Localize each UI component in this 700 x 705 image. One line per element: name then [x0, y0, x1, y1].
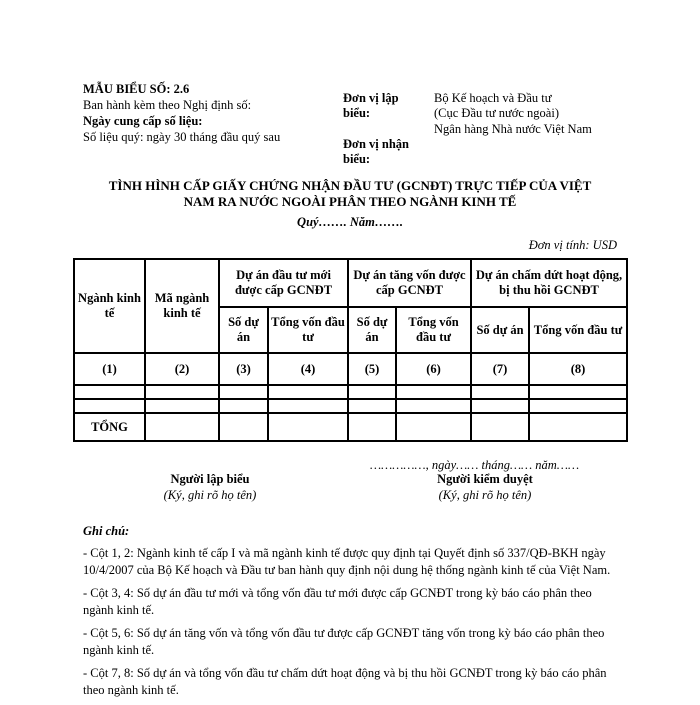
col-number: (4) — [268, 353, 348, 385]
subheader-total: Tổng vốn đầu tư — [268, 307, 348, 353]
col-number: (5) — [348, 353, 396, 385]
provide-date-label: Ngày cung cấp số liệu: — [83, 114, 203, 128]
maker-signature-label: Người lập biểu — [170, 472, 250, 486]
unit-maker-label-2: biểu: — [343, 106, 371, 120]
total-row — [74, 413, 627, 441]
header-terminated: Dự án chấm dứt hoạt động, bị thu hồi GCNĐT — [471, 259, 627, 307]
receiver-line: Ngân hàng Nhà nước Việt Nam — [434, 122, 592, 136]
col-number: (2) — [145, 353, 219, 385]
subheader-count: Số dự án — [219, 307, 268, 353]
maker-line-2: (Cục Đầu tư nước ngoài) — [434, 106, 559, 120]
note-item: - Cột 7, 8: Số dự án và tổng vốn đầu tư chấm dứt hoạt động và bị thu hồi GCNĐT trong kỳ báo cáo phân theo ngành kinh tế. — [83, 666, 607, 697]
table-row — [74, 399, 627, 413]
reviewer-signature-note: (Ký, ghi rõ họ tên) — [438, 488, 532, 502]
unit-receiver-label-1: Đơn vị nhận — [343, 137, 409, 151]
col-number: (6) — [396, 353, 471, 385]
unit-receiver-label-2: biểu: — [343, 152, 371, 166]
note-item: - Cột 1, 2: Ngành kinh tế cấp I và mã ngành kinh tế được quy định tại Quyết định số 337/QĐ-BKH ngày 10/4/2007 của Bộ Kế hoạch và Đầu tư ban hành quy định nội dung hệ thống ngành kinh tế của Việt Nam. — [83, 546, 611, 577]
subheader-count: Số dự án — [471, 307, 529, 353]
note-item: - Cột 5, 6: Số dự án tăng vốn và tổng vốn đầu tư được cấp GCNĐT tăng vốn trong kỳ báo cáo phân theo ngành kinh tế. — [83, 626, 605, 657]
reviewer-signature-label: Người kiểm duyệt — [437, 472, 533, 486]
header-ma-nganh: Mã ngành kinh tế — [145, 259, 219, 353]
table-row — [74, 385, 627, 399]
date-line: ……………, ngày…… tháng…… năm…… — [370, 458, 580, 472]
unit-maker-label-1: Đơn vị lập — [343, 91, 399, 105]
subheader-total: Tổng vốn đầu tư — [529, 307, 627, 353]
title-line-1: TÌNH HÌNH CẤP GIẤY CHỨNG NHẬN ĐẦU TƯ (GCNĐT) TRỰC TIẾP CỦA VIỆT — [108, 178, 592, 193]
title-line-2: NAM RA NƯỚC NGOÀI PHÂN THEO NGÀNH KINH TẾ — [183, 194, 517, 209]
notes-list — [83, 545, 618, 705]
col-number: (3) — [219, 353, 268, 385]
header-new-projects: Dự án đầu tư mới được cấp GCNĐT — [219, 259, 348, 307]
maker-line-1: Bộ Kế hoạch và Đầu tư — [434, 91, 552, 105]
period-line: Quý……. Năm……. — [297, 215, 403, 229]
header-increase-capital: Dự án tăng vốn được cấp GCNĐT — [348, 259, 471, 307]
note-item: - Cột 3, 4: Số dự án đầu tư mới và tổng vốn đầu tư mới được cấp GCNĐT trong kỳ báo cáo phân theo ngành kinh tế. — [83, 586, 592, 617]
col-number: (1) — [74, 353, 145, 385]
subheader-count: Số dự án — [348, 307, 396, 353]
col-number: (7) — [471, 353, 529, 385]
unit-label: Đơn vị tính: USD — [528, 238, 617, 252]
issued-by-text: Ban hành kèm theo Nghị định số: — [83, 98, 252, 112]
notes-heading: Ghi chú: — [83, 524, 130, 538]
col-number: (8) — [529, 353, 627, 385]
subheader-total: Tổng vốn đầu tư — [396, 307, 471, 353]
maker-signature-note: (Ký, ghi rõ họ tên) — [163, 488, 257, 502]
report-table — [73, 258, 628, 442]
quarterly-data-text: Số liệu quý: ngày 30 tháng đầu quý sau — [83, 130, 281, 144]
header-nganh-kinh-te: Ngành kinh tế — [74, 259, 145, 353]
total-label: TỔNG — [74, 413, 145, 441]
form-number: MẪU BIỂU SỐ: 2.6 — [83, 82, 190, 96]
